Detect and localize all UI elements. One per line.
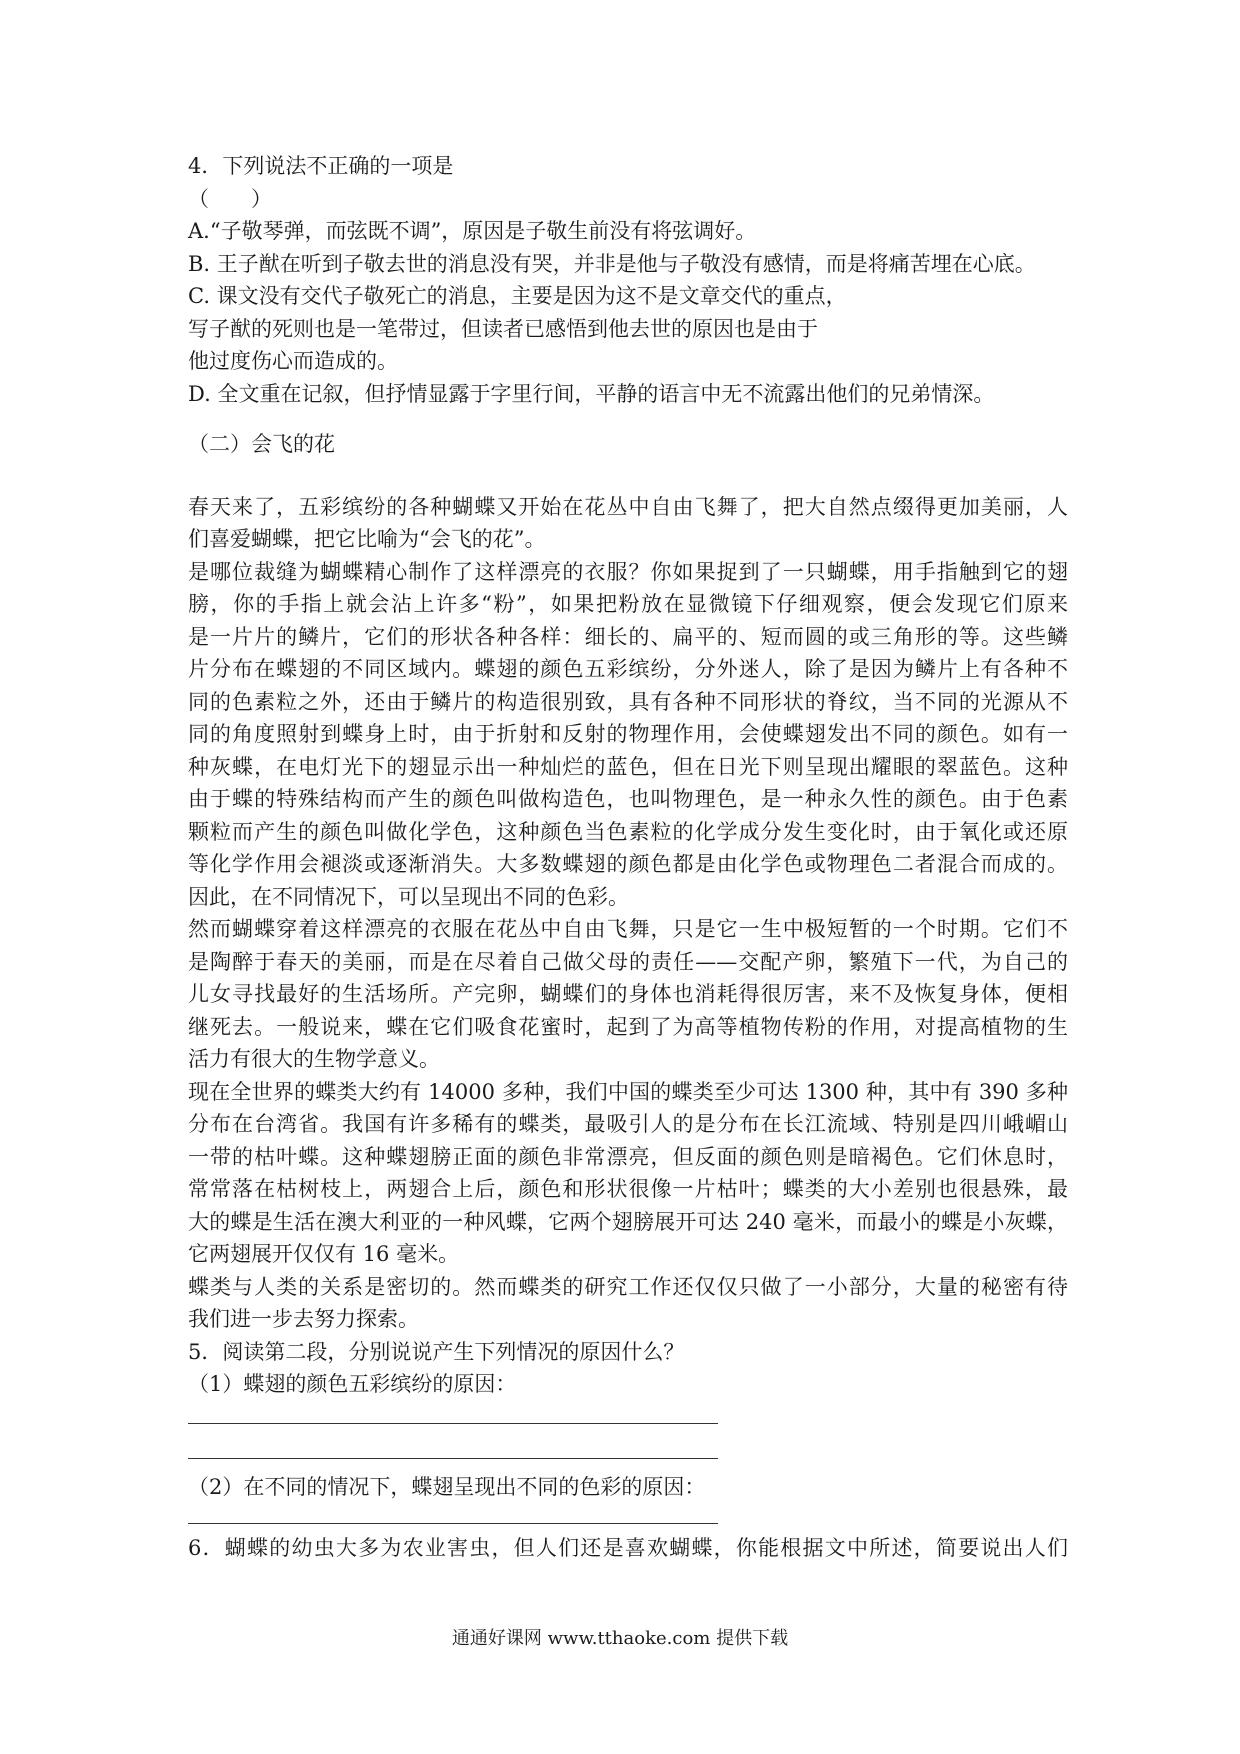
passage-line: 因此，在不同情况下，可以呈现出不同的色彩。 — [188, 884, 629, 909]
passage-line: 一带的枯叶蝶。这种蝶翅膀正面的颜色非常漂亮，但反面的颜色则是暗褐色。它们休息时， — [188, 1144, 1068, 1169]
q4-option-c-line1: C. 课文没有交代子敬死亡的消息，主要是因为这不是文章交代的重点， — [188, 284, 847, 308]
q4-stem: 4．下列说法不正确的一项是 — [188, 154, 454, 178]
passage-line: 常常落在枯树枝上，两翅合上后，颜色和形状很像一片枯叶；蝶类的大小差别也很悬殊，最 — [188, 1177, 1068, 1201]
q4-option-c-line3: 他过度伤心而造成的。 — [188, 349, 398, 373]
section-title: （二）会飞的花 — [188, 432, 335, 456]
passage-line: 是一片片的鳞片，它们的形状各种各样：细长的、扁平的、短而圆的或三角形的等。这些鳞 — [188, 624, 1068, 649]
passage-paragraph-1 — [188, 491, 1068, 556]
passage-line: 继死去。一般说来，蝶在它们吸食花蜜时，起到了为高等植物传粉的作用，对提高植物的生 — [188, 1014, 1068, 1039]
q4-answer-paren: （ ） — [188, 186, 272, 211]
passage-line: 是陶醉于春天的美丽，而是在尽着自己做父母的责任——交配产卵，繁殖下一代，为自己的 — [188, 949, 1068, 974]
passage-line: 同的色素粒之外，还由于鳞片的构造很别致，具有各种不同形状的脊纹，当不同的光源从不 — [188, 689, 1068, 714]
q6-stem: 6．蝴蝶的幼虫大多为农业害虫，但人们还是喜欢蝴蝶，你能根据文中所述，简要说出人们 — [188, 1536, 1068, 1560]
passage-line: 们喜爱蝴蝶，把它比喻为“会飞的花”。 — [188, 527, 546, 551]
passage-line: 春天来了，五彩缤纷的各种蝴蝶又开始在花丛中自由飞舞了，把大自然点缀得更加美丽，人 — [188, 494, 1068, 519]
passage-line: 同的角度照射到蝶身上时，由于折射和反射的物理作用，会使蝶翅发出不同的颜色。如有一 — [188, 722, 1068, 746]
passage-line: 由于蝶的特殊结构而产生的颜色叫做构造色，也叫物理色，是一种永久性的颜色。由于色素 — [188, 787, 1068, 811]
passage-line: 种灰蝶，在电灯光下的翅显示出一种灿烂的蓝色，但在日光下则呈现出耀眼的翠蓝色。这种 — [188, 754, 1068, 779]
passage-line: 大的蝶是生活在澳大利亚的一种风蝶，它两个翅膀展开可达 240 毫米，而最小的蝶是小灰蝶， — [188, 1209, 1068, 1234]
q5-stem: 5．阅读第二段，分别说说产生下列情况的原因什么？ — [188, 1339, 685, 1364]
q4-option-b: B. 王子猷在听到子敬去世的消息没有哭，并非是他与子敬没有感情，而是将痛苦埋在心底。 — [188, 251, 1036, 276]
q5-sub1: （1）蝶翅的颜色五彩缤纷的原因： — [188, 1372, 517, 1396]
passage-paragraph-4 — [188, 1076, 1068, 1271]
passage-line: 然而蝴蝶穿着这样漂亮的衣服在花丛中自由飞舞，只是它一生中极短暂的一个时期。它们不 — [188, 917, 1068, 941]
passage-line: 膀，你的手指上就会沾上许多“粉”，如果把粉放在显微镜下仔细观察，便会发现它们原来 — [188, 592, 1068, 616]
q4-option-a: A.“子敬琴弹，而弦既不调”，原因是子敬生前没有将弦调好。 — [188, 219, 757, 243]
document-page — [188, 150, 1068, 1565]
passage-line: 片分布在蝶翅的不同区域内。蝶翅的颜色五彩缤纷，分外迷人，除了是因为鳞片上有各种不 — [188, 657, 1068, 681]
q4-option-d: D. 全文重在记叙，但抒情显露于字里行间，平静的语言中无不流露出他们的兄弟情深。 — [188, 381, 995, 406]
passage-line: 活力有很大的生物学意义。 — [188, 1047, 440, 1071]
passage-line: 蝶类与人类的关系是密切的。然而蝶类的研究工作还仅仅只做了一小部分，大量的秘密有待 — [188, 1274, 1068, 1299]
passage-line: 分布在台湾省。我国有许多稀有的蝶类，最吸引人的是分布在长江流域、特别是四川峨嵋山 — [188, 1112, 1068, 1136]
passage-line: 是哪位裁缝为蝴蝶精心制作了这样漂亮的衣服？你如果捉到了一只蝴蝶，用手指触到它的翅 — [188, 559, 1068, 584]
passage-paragraph-2 — [188, 556, 1068, 914]
passage-line: 现在全世界的蝶类大约有 14000 多种，我们中国的蝶类至少可达 1300 种，其中有 390 多种 — [188, 1079, 1068, 1104]
passage-line: 颗粒而产生的颜色叫做化学色，这种颜色当色素粒的化学成分发生变化时，由于氧化或还原 — [188, 819, 1068, 844]
page-footer: 通通好课网 www.tthaoke.com 提供下载 — [451, 1628, 789, 1649]
passage-paragraph-5 — [188, 1271, 1068, 1336]
passage-line: 我们进一步去努力探索。 — [188, 1307, 419, 1331]
q5-sub2: （2）在不同的情况下，蝶翅呈现出不同的色彩的原因： — [188, 1474, 706, 1499]
passage-line: 它两翅展开仅仅有 16 毫米。 — [188, 1242, 460, 1266]
passage-line: 儿女寻找最好的生活场所。产完卵，蝴蝶们的身体也消耗得很厉害，来不及恢复身体，便相 — [188, 982, 1068, 1006]
q4-option-c-line2: 写子猷的死则也是一笔带过，但读者已感悟到他去世的原因也是由于 — [188, 316, 818, 341]
passage-line: 等化学作用会褪淡或逐渐消失。大多数蝶翅的颜色都是由化学色或物理色二者混合而成的。 — [188, 852, 1068, 876]
passage-paragraph-3 — [188, 913, 1068, 1076]
